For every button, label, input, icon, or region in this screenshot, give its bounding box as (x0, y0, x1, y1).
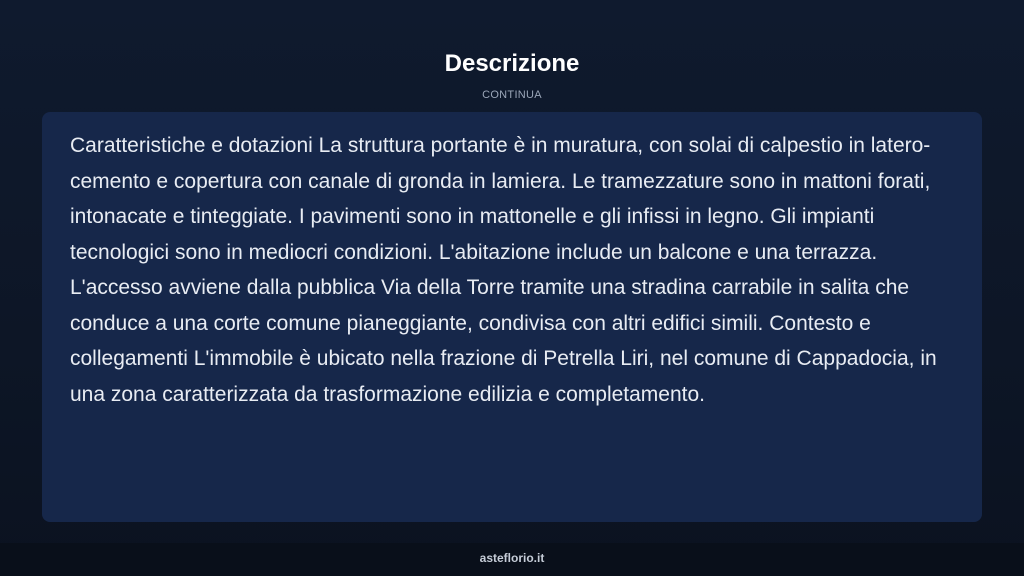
footer-domain[interactable]: asteflorio.it (479, 551, 545, 565)
page-title: Descrizione (444, 50, 580, 77)
continue-link[interactable]: CONTINUA (482, 89, 542, 101)
description-text: Caratteristiche e dotazioni La struttura portante è in muratura, con solai di calpestio in latero-cemento e copertura con canale di gronda in lamiera. Le tramezzature sono in mattoni forati, intonacate e tinteggiate. I pavimenti sono in mattonelle e gli infissi in legno. Gli impianti tecnologici sono in mediocri condizioni. L'abitazione include un balcone e una terrazza. L'accesso avviene dalla pubblica Via della Torre tramite una stradina carrabile in salita che conduce a una corte comune pianeggiante, condivisa con altri edifici simili. Contesto e collegamenti L'immobile è ubicato nella frazione di Petrella Liri, nel comune di Cappadocia, in una zona caratterizzata da trasformazione edilizia e completamento. (70, 134, 937, 406)
description-card (42, 112, 982, 522)
page-header (0, 48, 1024, 103)
footer-bar (0, 543, 1024, 576)
